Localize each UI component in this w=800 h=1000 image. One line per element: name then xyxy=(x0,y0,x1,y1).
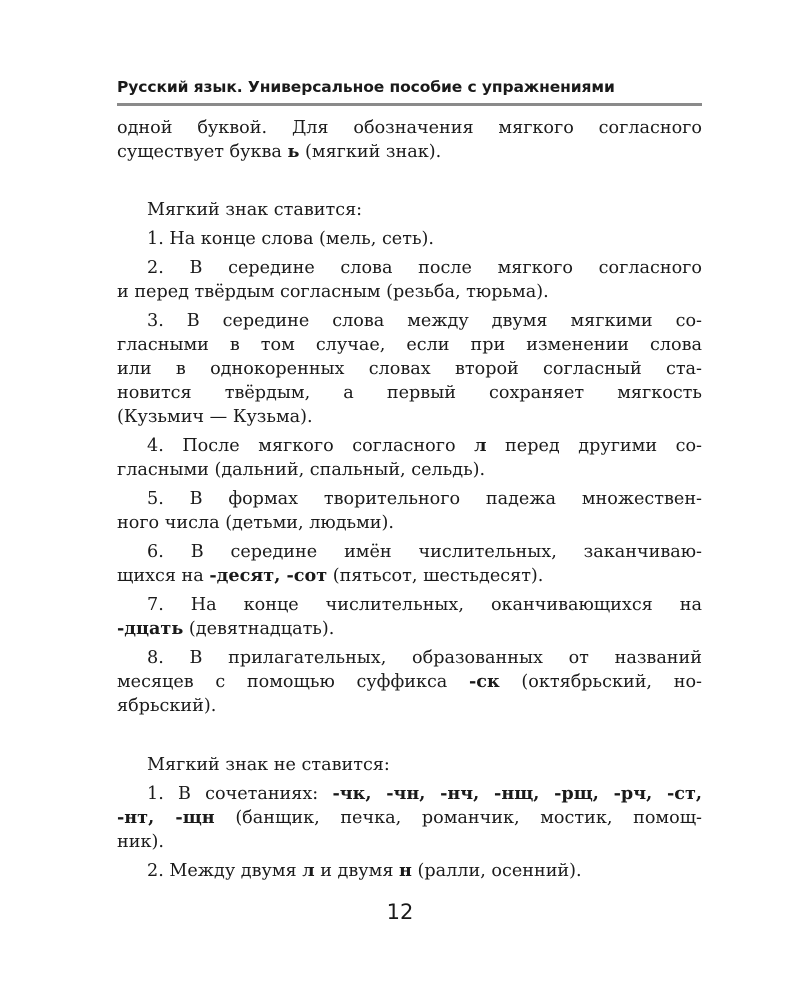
text-line: -дцать (девятнадцать). xyxy=(117,618,335,639)
rule-item-4: 4. После мягкого согласного л перед другими со- xyxy=(147,435,702,456)
text-line: щихся на -десят, -сот (пятьсот, шестьдесят). xyxy=(117,565,544,586)
rule-item-2: 2. Между двумя л и двумя н (ралли, осенний). xyxy=(147,860,582,881)
rule-item-6: 6. В середине имён числительных, заканчиваю- xyxy=(147,542,702,562)
running-header: Русский язык. Универсальное пособие с упражнениями xyxy=(117,78,615,96)
text-line: и перед твёрдым согласным (резьба, тюрьма). xyxy=(117,282,549,302)
text-line: ного числа (детьми, людьми). xyxy=(117,513,394,533)
rule-item-7: 7. На конце числительных, оканчивающихся на xyxy=(147,595,702,615)
rule-item-1: 1. На конце слова (мель, сеть). xyxy=(147,229,434,249)
rule-item-1: 1. В сочетаниях: -чк, -чн, -нч, -нщ, -рщ, -рч, -ст, xyxy=(147,783,703,804)
text-line: ябрьский). xyxy=(117,696,217,716)
header-divider xyxy=(117,103,702,106)
text-line: существует буква ь (мягкий знак). xyxy=(117,141,442,162)
text-line: гласными в том случае, если при изменении слова xyxy=(117,335,702,355)
text-line: ник). xyxy=(117,832,164,852)
rule-item-8: 8. В прилагательных, образованных от названий xyxy=(147,648,702,668)
text-line: одной буквой. Для обозначения мягкого согласного xyxy=(117,118,702,138)
section-heading: Мягкий знак ставится: xyxy=(147,200,363,220)
text-line: новится твёрдым, а первый сохраняет мягкость xyxy=(117,383,702,403)
text-line: или в однокоренных словах второй согласный ста- xyxy=(117,359,702,379)
rule-item-5: 5. В формах творительного падежа множествен- xyxy=(147,489,702,509)
text-line: гласными (дальний, спальный, сельдь). xyxy=(117,460,486,480)
section-heading: Мягкий знак не ставится: xyxy=(147,755,390,775)
text-line: -нт, -щн (банщик, печка, романчик, мостик, помощ- xyxy=(117,807,702,828)
text-line: месяцев с помощью суффикса -ск (октябрьский, но- xyxy=(117,671,702,692)
text-line: (Кузьмич — Кузьма). xyxy=(117,407,313,427)
page-number: 12 xyxy=(386,900,414,924)
rule-item-2: 2. В середине слова после мягкого согласного xyxy=(147,258,702,278)
rule-item-3: 3. В середине слова между двумя мягкими со- xyxy=(147,311,702,331)
